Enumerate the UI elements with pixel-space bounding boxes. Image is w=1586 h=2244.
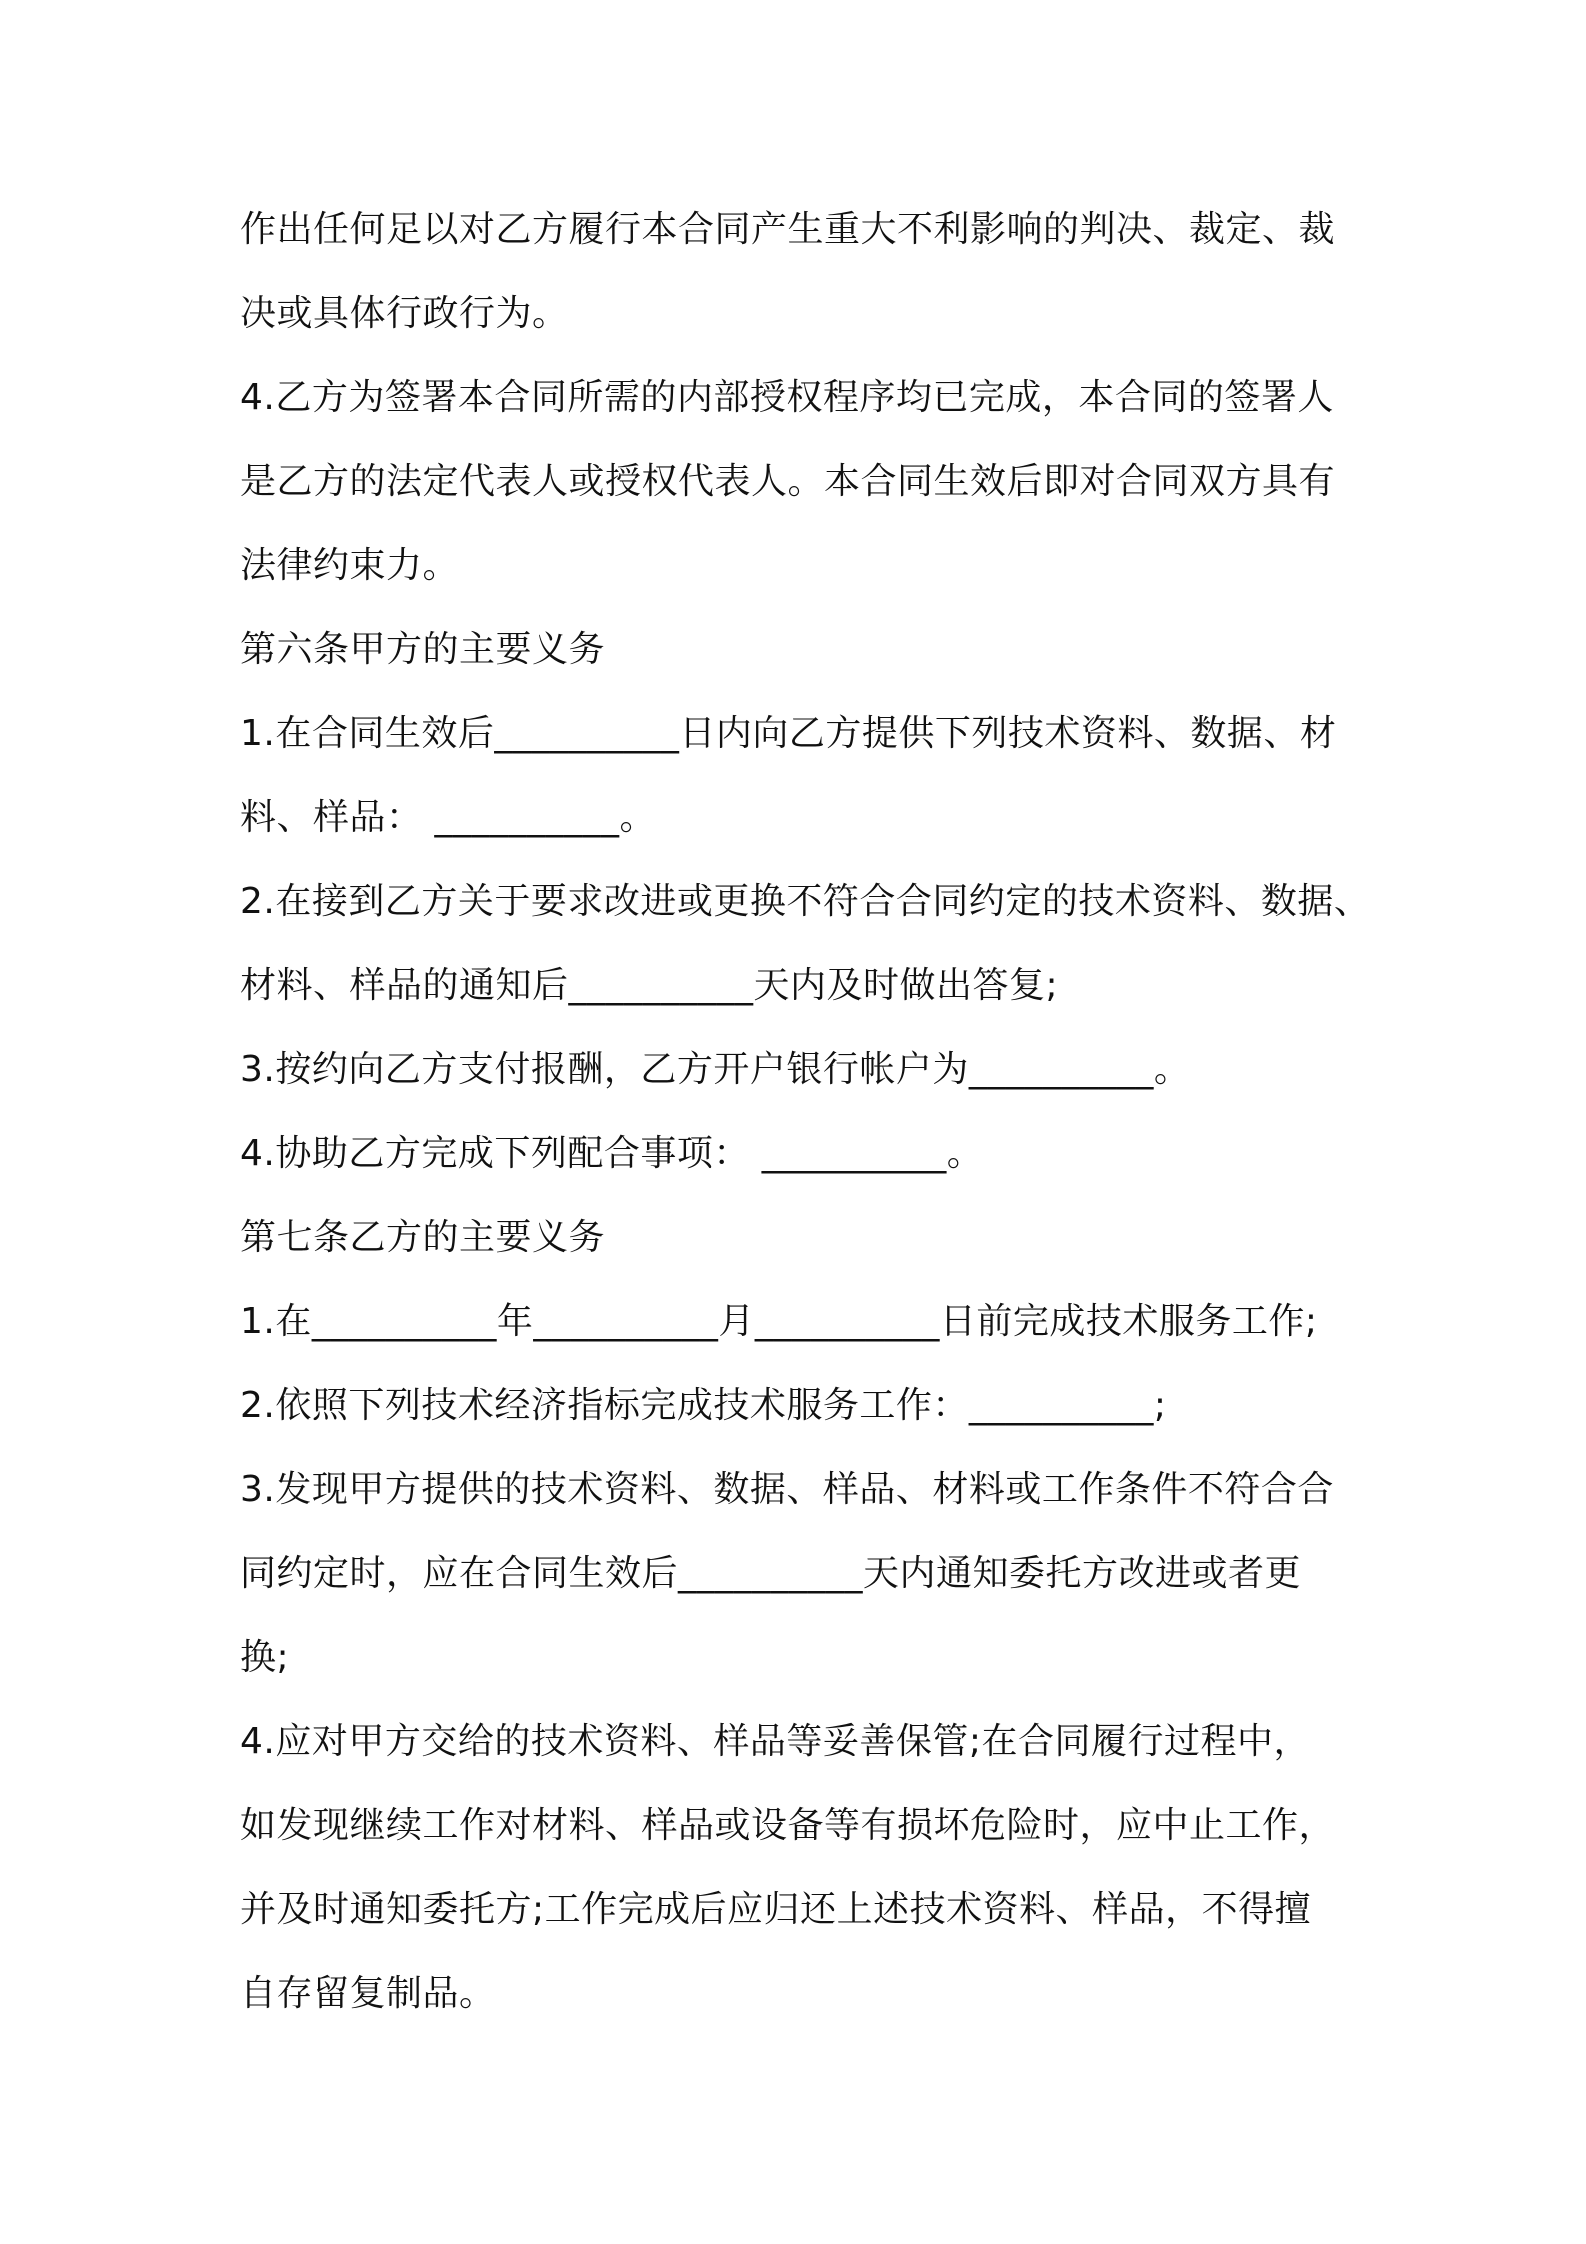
text-line: 材料、样品的通知后__________天内及时做出答复; bbox=[240, 965, 1059, 1006]
text-line: 是乙方的法定代表人或授权代表人。本合同生效后即对合同双方具有 bbox=[240, 461, 1336, 502]
text-line: 4.应对甲方交给的技术资料、样品等妥善保管;在合同履行过程中， bbox=[240, 1721, 1310, 1762]
text-line: 法律约束力。 bbox=[240, 545, 460, 586]
text-line: 同约定时，应在合同生效后__________天内通知委托方改进或者更 bbox=[240, 1553, 1302, 1594]
text-line: 如发现继续工作对材料、样品或设备等有损坏危险时，应中止工作， bbox=[240, 1805, 1336, 1846]
text-line: 1.在合同生效后__________日内向乙方提供下列技术资料、数据、材 bbox=[240, 713, 1337, 754]
text-line: 2.在接到乙方关于要求改进或更换不符合合同约定的技术资料、数据、 bbox=[240, 881, 1371, 922]
text-line: 自存留复制品。 bbox=[240, 1973, 496, 2014]
section-heading: 第七条乙方的主要义务 bbox=[240, 1217, 606, 1258]
text-line: 换; bbox=[240, 1637, 290, 1678]
text-line: 并及时通知委托方;工作完成后应归还上述技术资料、样品，不得擅 bbox=[240, 1889, 1312, 1930]
section-heading: 第六条甲方的主要义务 bbox=[240, 629, 606, 670]
text-line: 3.按约向乙方支付报酬，乙方开户银行帐户为__________。 bbox=[240, 1049, 1191, 1090]
text-line: 4.协助乙方完成下列配合事项： __________。 bbox=[240, 1133, 984, 1174]
text-line: 作出任何足以对乙方履行本合同产生重大不利影响的判决、裁定、裁 bbox=[240, 209, 1336, 250]
text-line: 2.依照下列技术经济指标完成技术服务工作：__________; bbox=[240, 1385, 1167, 1426]
text-line: 决或具体行政行为。 bbox=[240, 293, 569, 334]
text-line: 1.在__________年__________月__________日前完成技术服务工作; bbox=[240, 1301, 1318, 1342]
text-line: 料、样品： __________。 bbox=[240, 797, 656, 838]
text-line: 3.发现甲方提供的技术资料、数据、样品、材料或工作条件不符合合 bbox=[240, 1469, 1334, 1510]
text-line: 4.乙方为签署本合同所需的内部授权程序均已完成，本合同的签署人 bbox=[240, 377, 1334, 418]
